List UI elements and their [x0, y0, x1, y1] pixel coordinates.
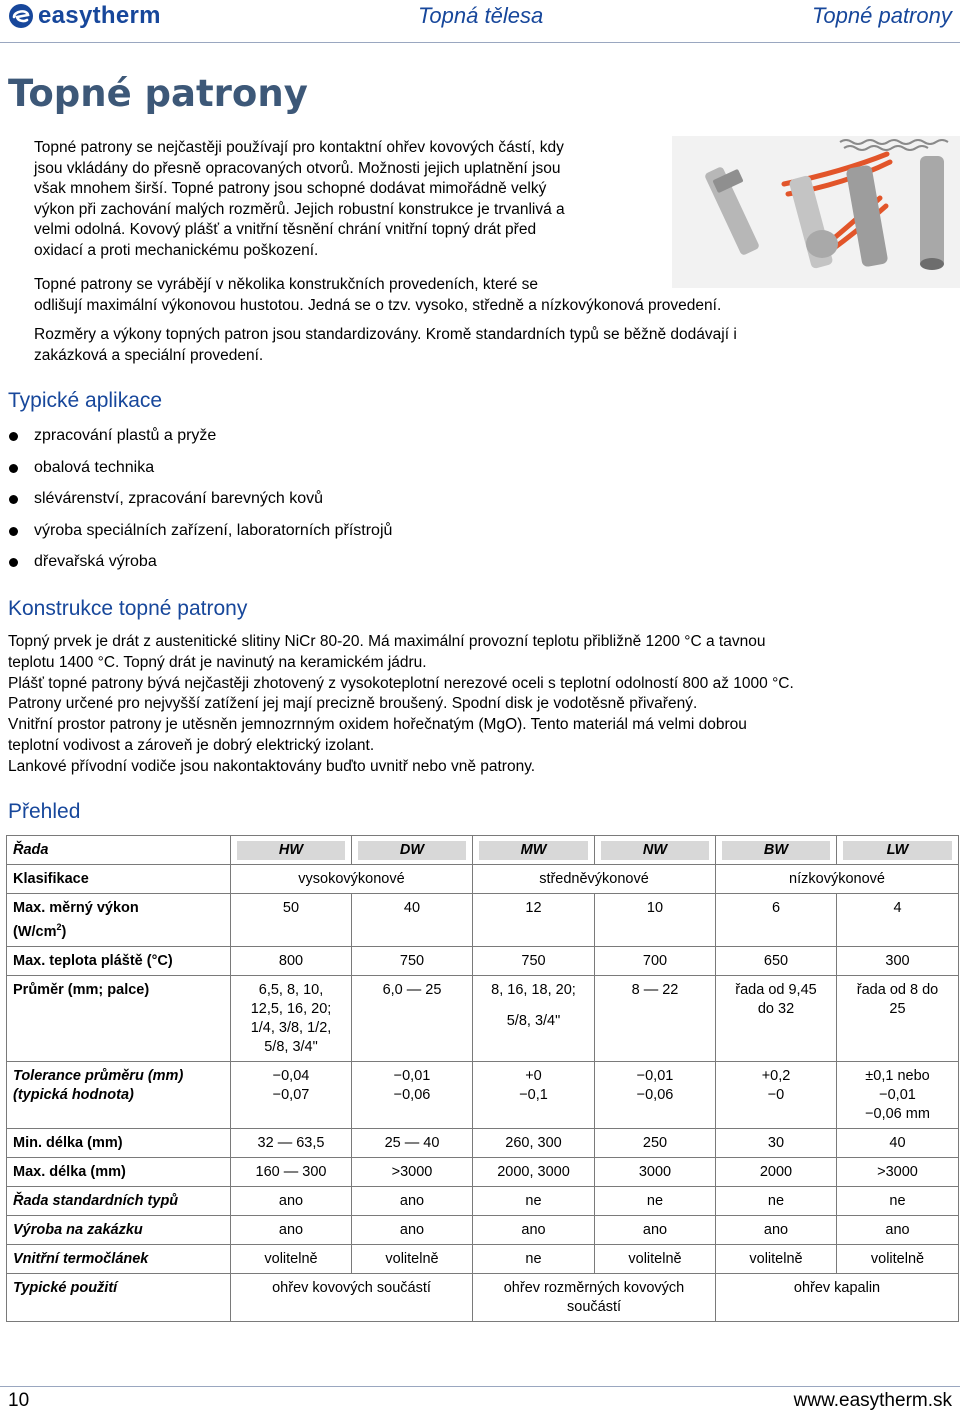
row-label: Průměr (mm; palce) — [7, 975, 231, 1061]
intro-paragraph — [34, 138, 674, 261]
table-cell: 800 — [231, 946, 352, 975]
list-item-text: slévárenství, zpracování barevných kovů — [34, 490, 324, 507]
table-cell: ne — [595, 1186, 716, 1215]
table-cell: ohřev kapalin — [716, 1273, 959, 1321]
footer-divider — [0, 1386, 960, 1387]
cell-line: −0,01 — [879, 1086, 916, 1103]
overview-table — [6, 835, 959, 1322]
brand-name — [38, 2, 161, 30]
page-number: 10 — [8, 1390, 30, 1411]
construction-line: Topný prvek je drát z austenitické slitiny NiCr 80-20. Má maximální provozní teplotu přibližně 1200 °C a tavnou — [8, 633, 766, 650]
table-cell — [473, 1061, 595, 1128]
applications-heading: Typické aplikace — [8, 389, 163, 412]
intro-line: jsou vkládány do přesně opracovaných otvorů. Možnosti jejich uplatnění jsou — [34, 159, 561, 177]
table-cell — [595, 836, 716, 865]
cell-line: řada od 9,45 — [735, 981, 817, 998]
row-label: Klasifikace — [7, 865, 231, 894]
table-cell — [352, 836, 473, 865]
table-cell — [473, 975, 595, 1061]
standards-line: zakázková a speciální provedení. — [34, 346, 264, 364]
table-cell: 30 — [716, 1128, 837, 1157]
row-label-part: ) — [61, 923, 67, 940]
cell-line: −0,06 — [636, 1086, 674, 1103]
table-cell — [231, 1061, 352, 1128]
row-label: Výroba na zakázku — [7, 1215, 231, 1244]
row-label-part: (W/cm — [13, 923, 57, 940]
brand-easy: easy — [38, 2, 93, 29]
table-cell: 260, 300 — [473, 1128, 595, 1157]
table-cell: středněvýkonové — [473, 865, 716, 894]
list-item-text: dřevařská výroba — [34, 553, 157, 570]
row-label: Řada — [7, 836, 231, 865]
bullet-icon — [9, 527, 18, 536]
standards-paragraph — [34, 325, 934, 366]
table-cell: 750 — [473, 946, 595, 975]
table-cell: ano — [352, 1215, 473, 1244]
cell-line: 25 — [889, 1000, 906, 1017]
table-cell: ano — [595, 1215, 716, 1244]
table-row — [7, 1273, 959, 1321]
table-cell: 8 — 22 — [595, 975, 716, 1061]
table-cell: ano — [837, 1215, 959, 1244]
cell-line: 12,5, 16, 20; — [250, 1000, 332, 1017]
table-cell: 4 — [837, 894, 959, 947]
table-row — [7, 894, 959, 947]
construction-line: Plášť topné patrony bývá nejčastěji zhotovený z vysokoteplotní nerezové oceli s teplotní odolností 800 až 1000 °C. — [8, 674, 794, 692]
series-name: NW — [601, 841, 709, 860]
easytherm-logo-icon — [8, 3, 34, 29]
series-name: MW — [479, 841, 588, 860]
series-name: HW — [237, 841, 345, 860]
table-row — [7, 1128, 959, 1157]
intro-line: výkon při zachování malých rozměrů. Jejich robustní konstrukce je trvanlivá a — [34, 200, 565, 218]
table-cell: 32 — 63,5 — [231, 1128, 352, 1157]
cell-line: −0 — [767, 1086, 785, 1103]
table-row — [7, 865, 959, 894]
table-cell: ano — [231, 1215, 352, 1244]
variants-line: odlišují maximální výkonovou hustotou. Jedná se o tzv. vysoko, středně a nízkovýkonová provedení. — [34, 296, 722, 314]
cell-line: +0 — [525, 1067, 542, 1084]
construction-line: teplotní vodivost a zároveň je dobrý elektrický izolant. — [8, 736, 375, 754]
bullet-icon — [9, 432, 18, 441]
row-label: Řada standardních typů — [7, 1186, 231, 1215]
header-divider — [0, 42, 960, 43]
table-cell: 250 — [595, 1128, 716, 1157]
table-cell: vysokovýkonové — [231, 865, 473, 894]
table-cell — [231, 975, 352, 1061]
header-section-left: Topná tělesa — [418, 3, 544, 28]
table-cell: 750 — [352, 946, 473, 975]
cell-line: do 32 — [757, 1000, 795, 1017]
bullet-icon — [9, 495, 18, 504]
series-name: DW — [358, 841, 466, 860]
table-cell: 650 — [716, 946, 837, 975]
series-name: BW — [722, 841, 830, 860]
cell-line: +0,2 — [761, 1067, 791, 1084]
table-cell: ano — [352, 1186, 473, 1215]
construction-line: Lankové přívodní vodiče jsou nakontaktovány buďto uvnitř nebo vně patrony. — [8, 757, 536, 775]
table-row — [7, 836, 959, 865]
table-cell: ohřev rozměrných kovových součástí — [473, 1273, 716, 1321]
overview-heading: Přehled — [8, 800, 81, 823]
list-item — [8, 424, 392, 456]
table-cell: nízkovýkonové — [716, 865, 959, 894]
table-cell: volitelně — [231, 1244, 352, 1273]
row-label: Min. délka (mm) — [7, 1128, 231, 1157]
table-cell — [595, 1061, 716, 1128]
cell-line: −0,01 — [393, 1067, 431, 1084]
table-cell: 700 — [595, 946, 716, 975]
table-cell: >3000 — [352, 1157, 473, 1186]
table-cell: ano — [231, 1186, 352, 1215]
table-cell: 12 — [473, 894, 595, 947]
table-cell — [837, 975, 959, 1061]
list-item-text: výroba speciálních zařízení, laboratorních přístrojů — [34, 521, 393, 539]
cell-line: 5/8, 3/4" — [264, 1038, 318, 1055]
intro-line: oxidací a proti mechanickému poškození. — [34, 241, 319, 259]
table-cell: 6,0 — 25 — [352, 975, 473, 1061]
intro-line: Topné patrony se nejčastěji používají pro kontaktní ohřev kovových částí, kdy — [34, 139, 564, 156]
table-row — [7, 1157, 959, 1186]
variants-paragraph — [34, 275, 934, 316]
table-cell — [231, 836, 352, 865]
row-label-line: Max. měrný výkon — [13, 900, 139, 916]
construction-line: Patrony určené pro nejvyšší zatížení jej mají precizně broušený. Spodní disk je vodotěsně přivařený. — [8, 695, 698, 713]
table-cell: 160 — 300 — [231, 1157, 352, 1186]
cell-line: řada od 8 do — [856, 981, 939, 998]
table-cell — [716, 975, 837, 1061]
cell-line: −0,01 — [636, 1067, 674, 1084]
cell-line: 5/8, 3/4" — [506, 1012, 561, 1029]
cell-line: 6,5, 8, 10, — [258, 981, 324, 998]
series-name: LW — [843, 841, 952, 860]
variants-line: Topné patrony se vyrábějí v několika konstrukčních provedeních, které se — [34, 276, 539, 293]
row-label: Typické použití — [7, 1273, 231, 1321]
table-cell: >3000 — [837, 1157, 959, 1186]
row-label-line: (typická hodnota) — [13, 1086, 134, 1103]
list-item — [8, 550, 392, 582]
applications-list — [8, 424, 392, 582]
row-label-sup: 2 — [56, 922, 62, 932]
list-item — [8, 519, 392, 551]
row-label-line: Tolerance průměru (mm) — [13, 1067, 184, 1084]
table-cell: ohřev kovových součástí — [231, 1273, 473, 1321]
table-row — [7, 1244, 959, 1273]
table-cell: 10 — [595, 894, 716, 947]
table-cell: 2000, 3000 — [473, 1157, 595, 1186]
intro-line: však mnohem širší. Topné patrony jsou schopné dodávat mimořádně velký — [34, 180, 547, 197]
intro-line: velmi odolná. Kovový plášť a vnitřní těsnění chrání vnitřní topný drát před — [34, 221, 537, 238]
cell-line: −0,07 — [272, 1086, 310, 1103]
cell-line: −0,04 — [272, 1067, 310, 1084]
website-link[interactable]: www.easytherm.sk — [793, 1390, 952, 1411]
brand-therm: therm — [92, 2, 161, 29]
construction-heading: Konstrukce topné patrony — [8, 597, 248, 620]
table-cell: 40 — [352, 894, 473, 947]
table-row — [7, 975, 959, 1061]
table-row — [7, 946, 959, 975]
table-cell: 6 — [716, 894, 837, 947]
table-cell — [352, 1061, 473, 1128]
table-cell: ne — [473, 1186, 595, 1215]
table-cell: 300 — [837, 946, 959, 975]
table-cell — [837, 1061, 959, 1128]
table-cell: volitelně — [716, 1244, 837, 1273]
table-cell: ano — [716, 1215, 837, 1244]
page-title: Topné patrony — [8, 72, 308, 115]
list-item — [8, 456, 392, 488]
row-label-line — [13, 918, 224, 942]
table-cell: ne — [837, 1186, 959, 1215]
table-cell: 2000 — [716, 1157, 837, 1186]
page-header — [0, 0, 960, 44]
table-row — [7, 1215, 959, 1244]
cell-line: 8, 16, 18, 20; — [491, 981, 576, 998]
row-label — [7, 894, 231, 947]
row-label — [7, 1061, 231, 1128]
row-label: Max. teplota pláště (°C) — [7, 946, 231, 975]
table-cell — [473, 836, 595, 865]
cell-line: −0,1 — [519, 1086, 548, 1103]
bullet-icon — [9, 558, 18, 567]
standards-line: Rozměry a výkony topných patron jsou standardizovány. Kromě standardních typů se běžně dodávají i — [34, 326, 737, 343]
table-cell — [716, 1061, 837, 1128]
cell-line: −0,06 — [393, 1086, 431, 1103]
cell-line: 1/4, 3/8, 1/2, — [250, 1019, 332, 1036]
table-cell: volitelně — [595, 1244, 716, 1273]
table-cell — [716, 836, 837, 865]
cell-line: ±0,1 nebo — [865, 1067, 930, 1084]
list-item-text: zpracování plastů a pryže — [34, 427, 217, 444]
cell-line: −0,06 mm — [865, 1105, 930, 1122]
construction-text — [8, 632, 794, 778]
table-cell: 3000 — [595, 1157, 716, 1186]
table-cell: 25 — 40 — [352, 1128, 473, 1157]
list-item-text: obalová technika — [34, 458, 155, 476]
table-cell: 50 — [231, 894, 352, 947]
row-label: Max. délka (mm) — [7, 1157, 231, 1186]
heating-cartridge-photo — [672, 136, 960, 288]
table-cell: 40 — [837, 1128, 959, 1157]
list-item — [8, 487, 392, 519]
table-cell: ne — [716, 1186, 837, 1215]
brand-logo[interactable] — [8, 2, 161, 30]
table-row — [7, 1186, 959, 1215]
table-cell: volitelně — [837, 1244, 959, 1273]
construction-line: teplotu 1400 °C. Topný drát je navinutý na keramickém jádru. — [8, 653, 427, 671]
table-cell — [837, 836, 959, 865]
table-cell: ne — [473, 1244, 595, 1273]
construction-line: Vnitřní prostor patrony je utěsněn jemnozrnným oxidem hořečnatým (MgO). Tento materiál má velmi dobrou — [8, 716, 747, 734]
table-row — [7, 1061, 959, 1128]
bullet-icon — [9, 464, 18, 473]
row-label: Vnitřní termočlánek — [7, 1244, 231, 1273]
table-cell: volitelně — [352, 1244, 473, 1273]
header-section-right: Topné patrony — [812, 3, 952, 28]
table-cell: ano — [473, 1215, 595, 1244]
